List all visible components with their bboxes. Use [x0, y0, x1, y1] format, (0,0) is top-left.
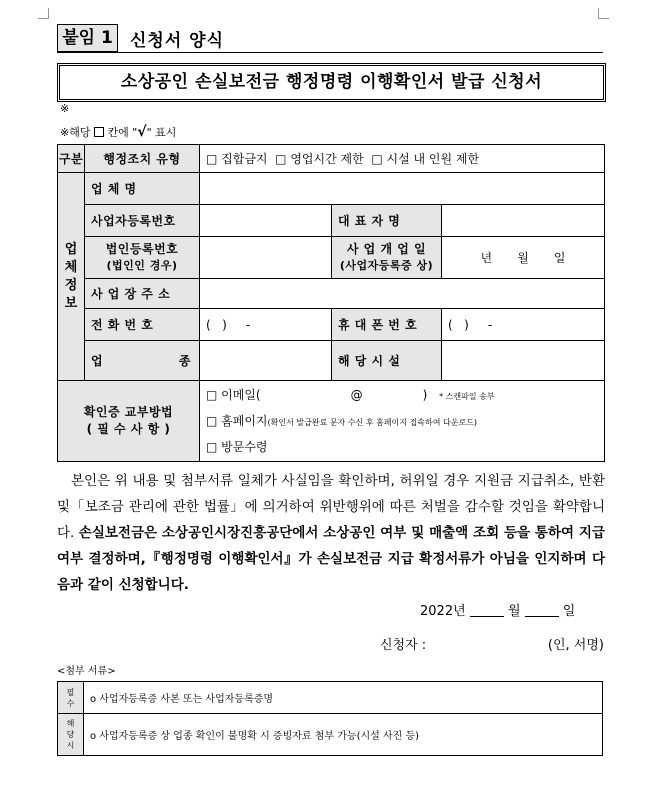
corp-row — [58, 237, 605, 279]
open-date-note: (사업자등록증 상) — [339, 259, 434, 272]
application-date — [420, 600, 575, 619]
month-blank[interactable] — [470, 604, 504, 617]
date-year: 2022년 — [420, 604, 466, 619]
industry-row — [58, 341, 605, 381]
applicant-label: 신청자 : — [380, 638, 427, 653]
attachments-table — [57, 681, 603, 756]
reg-row — [58, 205, 605, 237]
checkbox-icon — [94, 127, 104, 137]
attachment-text: o 사업자등록증 사본 또는 사업자등록증명 — [84, 682, 603, 714]
application-form-table — [57, 144, 605, 462]
corp-reg-text: 법인등록번호 — [105, 242, 179, 256]
issue-method-label — [58, 381, 200, 462]
header-row — [57, 24, 603, 53]
open-date-text: 사 업 개 업 일 — [346, 242, 427, 256]
industry-field[interactable] — [200, 341, 332, 381]
month-label: 월 — [517, 251, 529, 265]
rep-name-label: 대 표 자 명 — [332, 205, 442, 237]
date-month: 월 — [507, 604, 521, 619]
category-header: 구분 — [58, 145, 85, 173]
declaration-statement — [57, 468, 605, 598]
header-title: 신청서 양식 — [130, 31, 225, 51]
facility-field[interactable] — [442, 341, 605, 381]
applicant-seal[interactable]: (인, 서명) — [547, 638, 604, 653]
issue-method-options — [200, 381, 605, 462]
check-instruction-mid: 칸에 " — [107, 126, 138, 139]
option-hours-limit[interactable]: □ 영업시간 제한 — [275, 152, 364, 166]
day-blank[interactable] — [525, 604, 559, 617]
attachment-required-label: 필 수 — [58, 682, 84, 714]
phone-label: 전 화 번 호 — [85, 309, 200, 341]
check-mark-icon: √ — [137, 124, 147, 140]
corp-reg-field[interactable] — [200, 237, 332, 279]
attachment-text: o 사업자등록증 상 업종 확인이 불명확 시 증빙자료 첨부 가능(시설 사진 등) — [84, 714, 603, 756]
document-title: 소상공인 손실보전금 행정명령 이행확인서 발급 신청서 — [57, 63, 606, 102]
attachment-badge: 붙임 1 — [57, 24, 118, 52]
phone-field[interactable]: ( ) - — [200, 309, 332, 341]
rep-name-field[interactable] — [442, 205, 605, 237]
issue-method-row — [58, 381, 605, 462]
option-capacity-limit[interactable]: □ 시설 내 인원 제한 — [371, 152, 480, 166]
email-note: * 스캔파일 송부 — [439, 392, 495, 401]
declaration-text: 본인은 위 내용 및 첨부서류 일체가 사실임을 확인하며, 허위일 경우 지원금 지급취소, 반환 및「보조금 관리에 관한 법률」에 의거하여 위반행위에 따른 처벌을 감수할 것임을 확약합니다. — [57, 473, 605, 541]
note-asterisk: ※ — [60, 102, 70, 115]
check-instruction-suffix: " 표시 — [146, 126, 177, 139]
measure-label: 행정조치 유형 — [85, 145, 200, 173]
industry-label: 업 종 — [85, 341, 200, 381]
open-date-label — [332, 237, 442, 279]
year-label: 년 — [480, 251, 493, 265]
address-label: 사 업 장 주 소 — [85, 279, 200, 309]
attachments-title: <첨부 서류> — [57, 666, 116, 677]
homepage-option[interactable]: □ 홈페이지(확인서 발급완료 문자 수신 후 홈페이지 접속하여 다운로드) — [206, 414, 478, 428]
measure-options[interactable] — [200, 145, 605, 173]
facility-label: 해 당 시 설 — [332, 341, 442, 381]
check-instruction-prefix: ※해당 — [60, 126, 91, 139]
mobile-label: 휴 대 폰 번 호 — [332, 309, 442, 341]
date-day: 일 — [562, 604, 576, 619]
corp-reg-note: (법인인 경우) — [106, 259, 178, 272]
day-label: 일 — [553, 251, 566, 265]
issue-required-text: ( 필 수 사 항 ) — [86, 422, 171, 436]
biz-reg-label: 사업자등록번호 — [85, 205, 200, 237]
crop-mark-right — [598, 8, 609, 19]
company-info-section: 업 체 정 보 — [58, 173, 85, 381]
phone-row — [58, 309, 605, 341]
measure-row — [58, 145, 605, 173]
attachment-row — [58, 682, 603, 714]
attachment-conditional-label: 해 당 시 — [58, 714, 84, 756]
option-gathering-ban[interactable]: □ 집합금지 — [206, 152, 268, 166]
visit-option[interactable]: □ 방문수령 — [206, 440, 268, 454]
address-row — [58, 279, 605, 309]
crop-mark-left — [38, 8, 49, 19]
declaration-bold-text: 손실보전금은 소상공인시장진흥공단에서 소상공인 여부 및 매출액 조회 등을 통하여 지급여부 결정하며,『행정명령 이행확인서』가 손실보전금 지급 확정서류가 아님을 인지하며 다음과 같이 신청합니다. — [57, 525, 605, 593]
company-name-field[interactable] — [200, 173, 605, 205]
attachment-row — [58, 714, 603, 756]
biz-reg-field[interactable] — [200, 205, 332, 237]
homepage-note: (확인서 발급완료 문자 수신 후 홈페이지 접속하여 다운로드) — [267, 418, 478, 427]
open-date-field[interactable] — [442, 237, 605, 279]
applicant-signature — [380, 634, 604, 653]
check-instruction — [60, 124, 176, 140]
mobile-field[interactable]: ( ) - — [442, 309, 605, 341]
company-name-row — [58, 173, 605, 205]
issue-method-text: 확인증 교부방법 — [83, 405, 174, 419]
email-option[interactable]: □ 이메일( @ ) * 스캔파일 송부 — [206, 388, 495, 402]
corp-reg-label — [85, 237, 200, 279]
address-field[interactable] — [200, 279, 605, 309]
company-name-label: 업 체 명 — [85, 173, 200, 205]
